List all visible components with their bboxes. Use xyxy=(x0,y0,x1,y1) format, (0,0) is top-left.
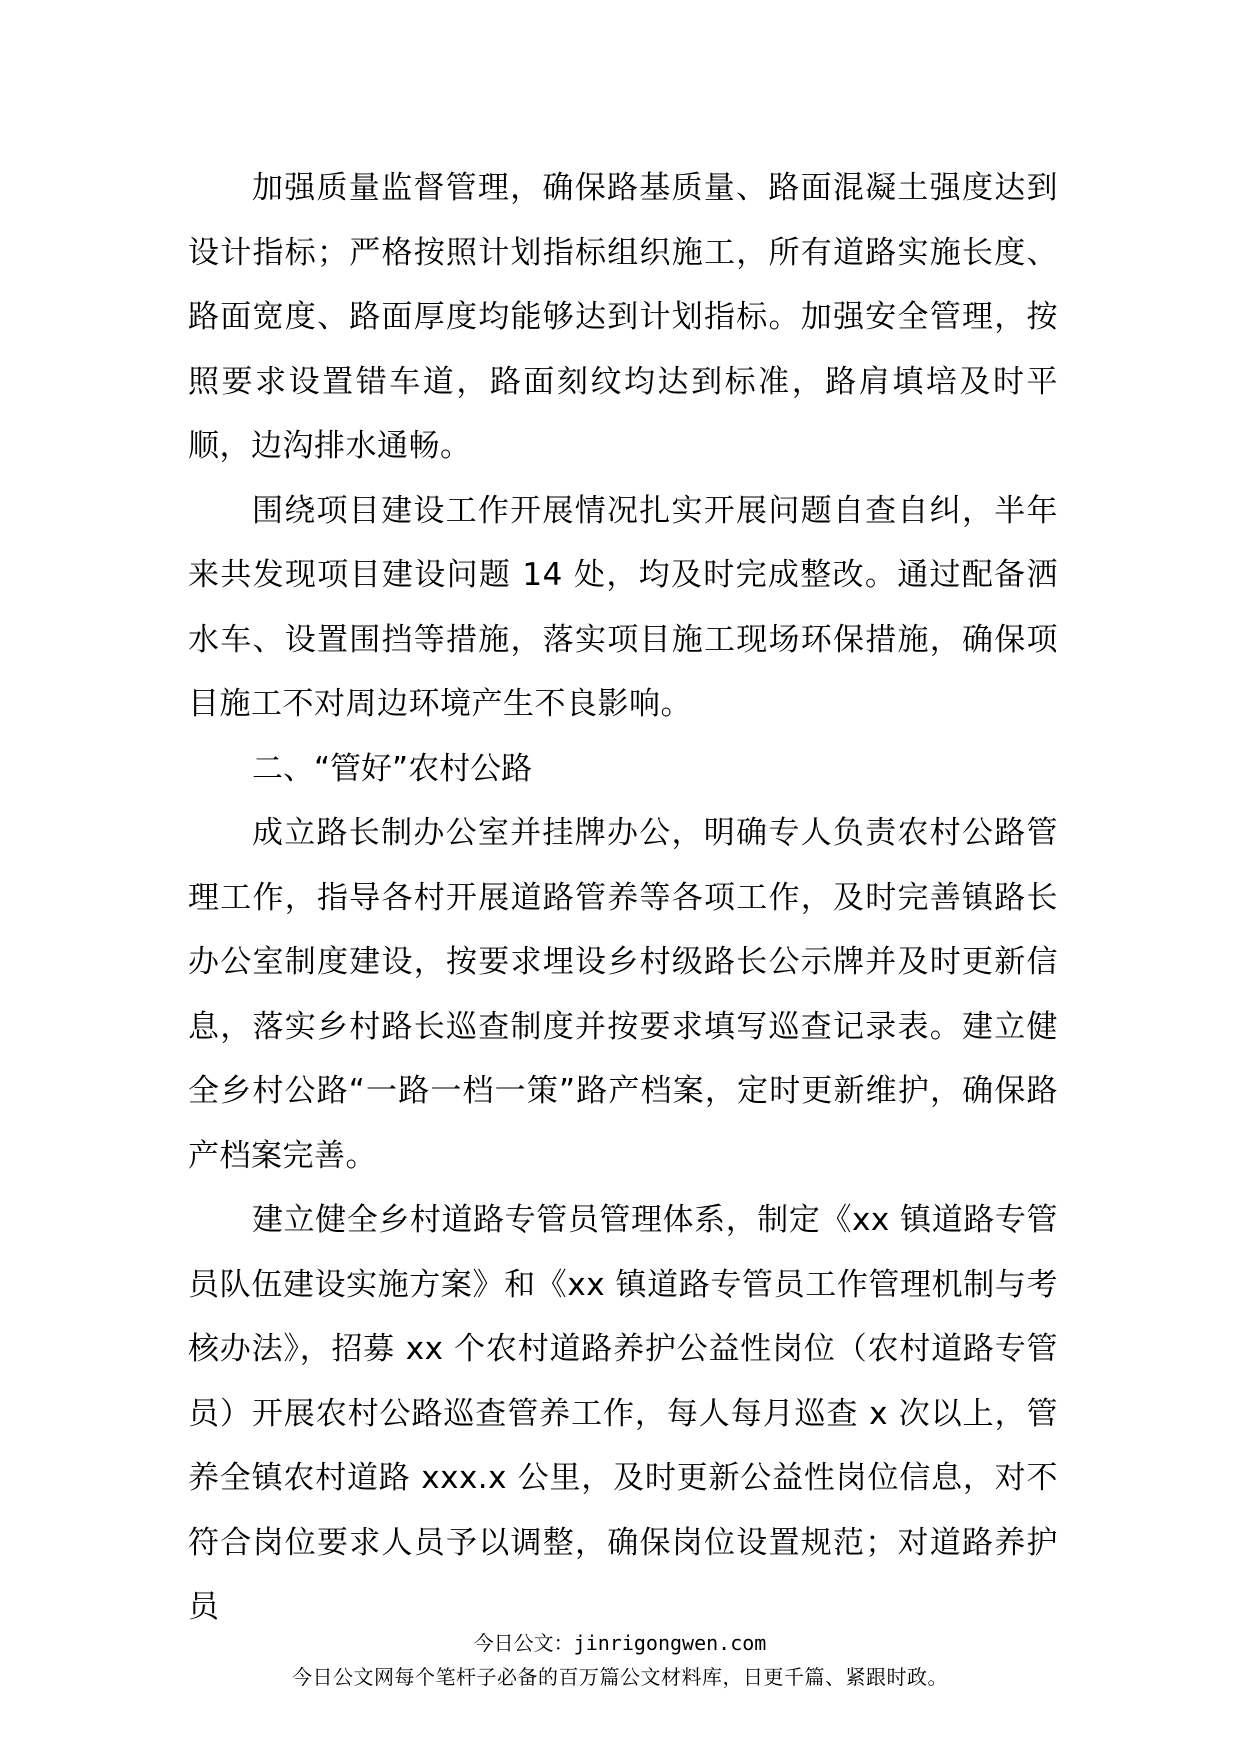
footer-site-label: 今日公文： xyxy=(473,1631,574,1655)
paragraph-self-inspection: 围绕项目建设工作开展情况扎实开展问题自查自纠，半年来共发现项目建设问题 14 处，均及时完成整改。通过配备洒水车、设置围挡等措施，落实项目施工现场环保措施，确保项目施工不对周边环境产生不良影响。 xyxy=(188,492,1058,722)
paragraph-quality-supervision: 加强质量监督管理，确保路基质量、路面混凝土强度达到设计指标；严格按照计划指标组织施工，所有道路实施长度、路面宽度、路面厚度均能够达到计划指标。加强安全管理，按照要求设置错车道，路面刻纹均达到标准，路肩填培及时平顺，边沟排水通畅。 xyxy=(188,170,1058,464)
paragraph-road-manager-system: 建立健全乡村道路专管员管理体系，制定《xx 镇道路专管员队伍建设实施方案》和《xx 镇道路专管员工作管理机制与考核办法》，招募 xx 个农村道路养护公益性岗位（农村道路专管员）开展农村公路巡查管养工作，每人每月巡查 x 次以上，管养全镇农村道路 xxx.x 公里，及时更新公益性岗位信息，对不符合岗位要求人员予以调整，确保岗位设置规范；对道路养护员 xyxy=(188,1202,1058,1625)
footer-site-line xyxy=(0,1626,1240,1660)
document-body xyxy=(188,156,1058,1640)
paragraph-road-chief-office: 成立路长制办公室并挂牌办公，明确专人负责农村公路管理工作，指导各村开展道路管养等各项工作，及时完善镇路长办公室制度建设，按要求埋设乡村级路长公示牌并及时更新信息，落实乡村路长巡查制度并按要求填写巡查记录表。建立健全乡村公路“一路一档一策”路产档案，定时更新维护，确保路产档案完善。 xyxy=(188,815,1058,1174)
footer-tagline: 今日公文网每个笔杆子必备的百万篇公文材料库，日更千篇、紧跟时政。 xyxy=(292,1665,948,1689)
footer-site-url[interactable]: jinrigongwen.com xyxy=(573,1631,767,1655)
section-heading-manage-roads: 二、“管好”农村公路 xyxy=(252,750,533,787)
page-footer xyxy=(0,1626,1240,1694)
